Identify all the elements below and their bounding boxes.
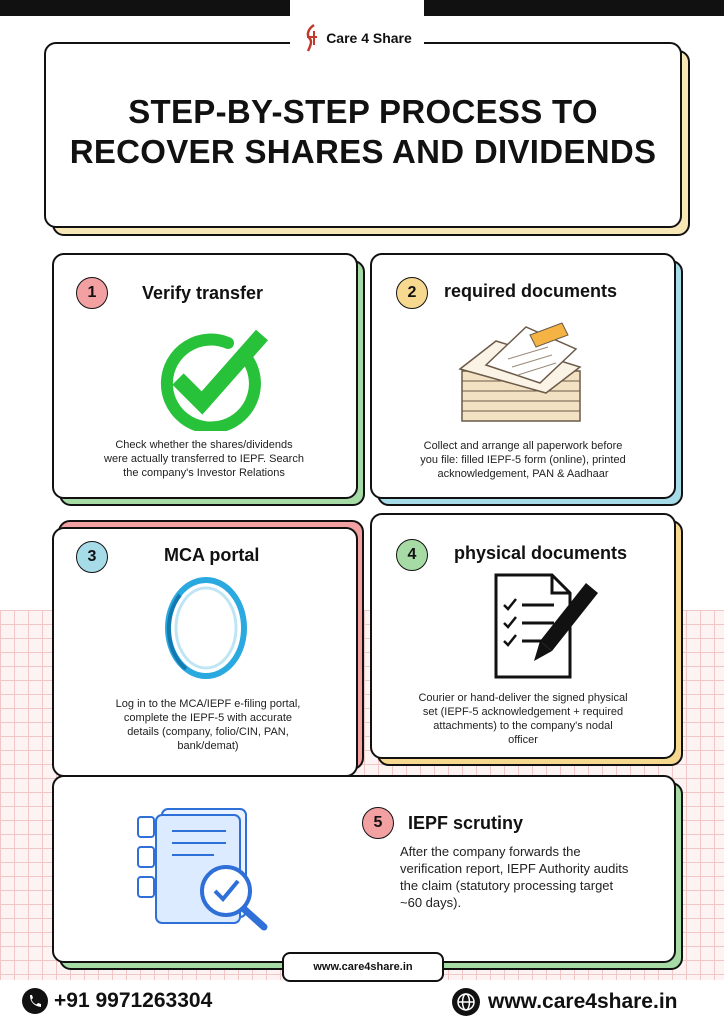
top-bar-left [0,0,290,16]
step-3-number: 3 [76,541,108,573]
title-line-2: RECOVER SHARES AND DIVIDENDS [69,133,657,170]
brand-mark-icon [302,23,322,53]
document-magnifier-icon [134,803,274,933]
website-pill[interactable]: www.care4share.in [282,952,444,982]
step-3-card [52,527,358,777]
step-1-card [52,253,358,499]
page-title [46,92,680,172]
step-5-description: After the company forwards the verification report, IEPF Authority audits the claim (statutory processing target ~60 days). [400,844,629,910]
step-2-description: Collect and arrange all paperwork before you file: filled IEPF-5 form (online), printed acknowledgement, PAN & Aadhaar [420,440,626,480]
step-2-title: required documents [444,281,618,301]
step-4-number: 4 [396,539,428,571]
checkmark-circle-icon [150,327,270,431]
brand-name: Care 4 Share [326,30,412,46]
brand-logo [290,18,424,58]
website-contact[interactable] [452,988,677,1016]
step-1-title: Verify transfer [142,283,264,303]
step-2-card [370,253,676,499]
step-4-card [370,513,676,759]
step-3-title: MCA portal [164,545,260,565]
portal-ring-icon [156,573,256,683]
website-url[interactable]: www.care4share.in [488,990,678,1013]
step-1-number: 1 [76,277,108,309]
step-3-description: Log in to the MCA/IEPF e-filing portal, complete the IEPF-5 with accurate details (company, folio/CIN, PAN, bank/demat) [115,698,301,752]
step-4-title: physical documents [454,543,628,563]
title-card [44,42,682,228]
title-line-1: STEP-BY-STEP PROCESS TO [128,93,598,130]
globe-icon [452,988,480,1016]
phone-contact[interactable] [22,988,212,1014]
step-2-number: 2 [396,277,428,309]
step-5-card [52,775,676,963]
phone-number[interactable]: +91 9971263304 [54,989,213,1012]
step-4-description: Courier or hand-deliver the signed physical set (IEPF-5 acknowledgement + required attachments) to the company's nodal officer [418,692,628,746]
checklist-pen-icon [490,571,602,681]
step-1-description: Check whether the shares/dividends were actually transferred to IEPF. Search the company's Investor Relations [104,439,304,479]
phone-icon [22,988,48,1014]
paper-stack-icon [456,319,586,429]
step-5-title: IEPF scrutiny [408,813,524,833]
top-bar-right [424,0,724,16]
step-5-number: 5 [362,807,394,839]
